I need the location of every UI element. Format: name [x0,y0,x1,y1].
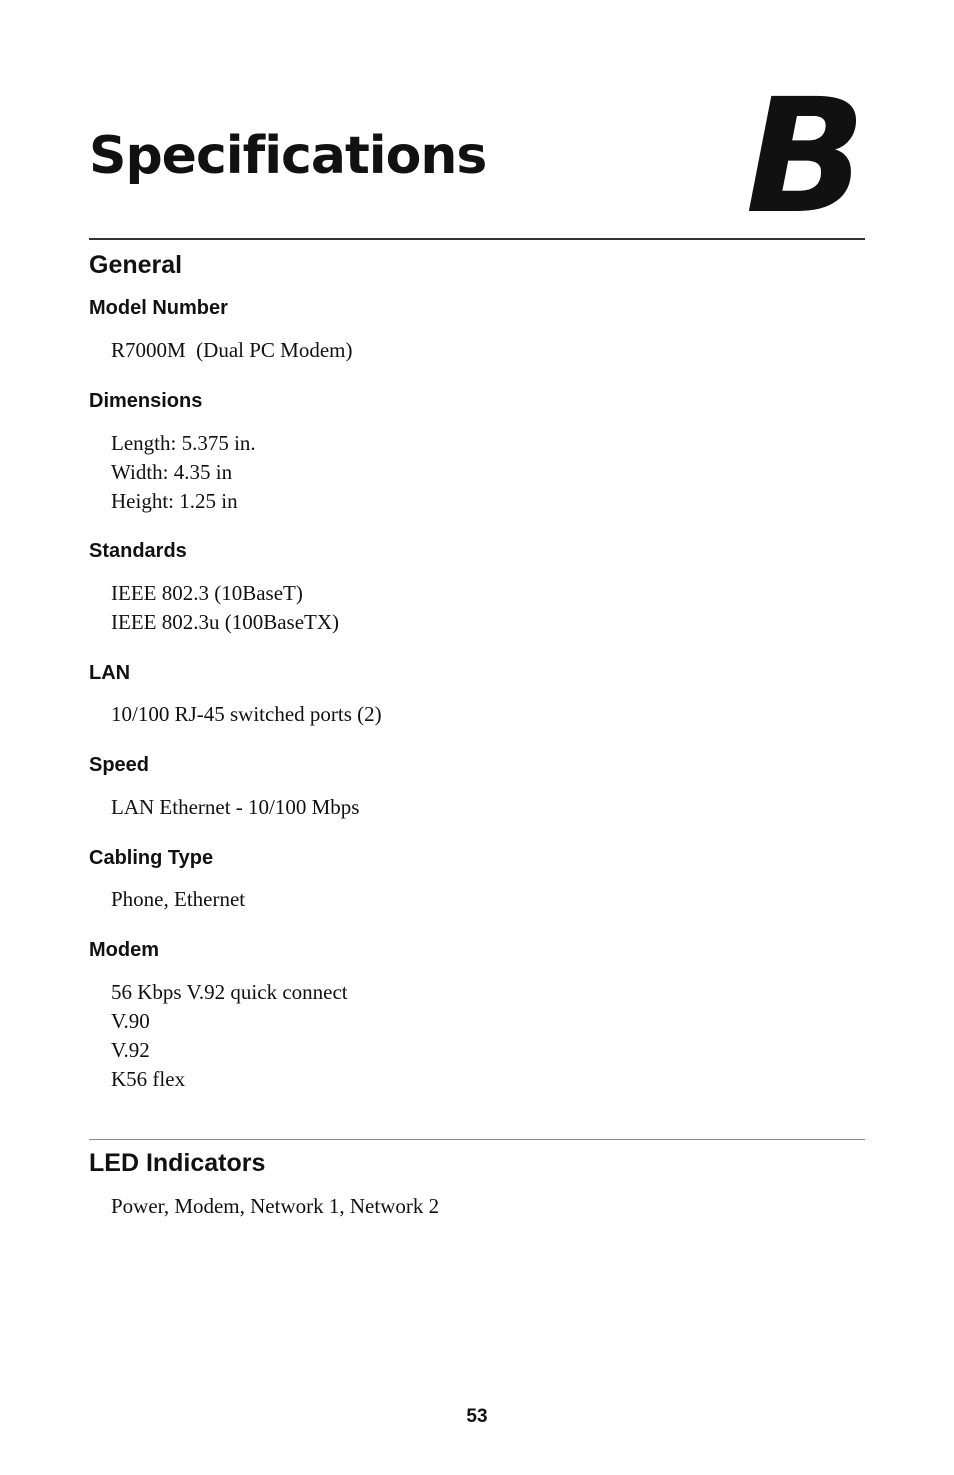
standards-line: IEEE 802.3 (10BaseT) [111,581,303,605]
section-divider [89,1139,865,1140]
model-number-value [111,336,353,365]
modem-line: V.92 [111,1038,150,1062]
standards-list [111,579,339,637]
chapter-letter: B [745,65,862,249]
subheading-standards: Standards [89,540,187,562]
cabling-type-value [111,885,245,914]
page-number: 53 [466,1406,488,1427]
section-heading-general: General [89,251,183,279]
subheading-modem: Modem [89,939,159,961]
modem-line: V.90 [111,1009,150,1033]
subheading-lan: LAN [89,662,131,684]
dimensions-height: Height: 1.25 in [111,489,238,513]
cabling-type-line: Phone, Ethernet [111,887,246,911]
standards-line: IEEE 802.3u (100BaseTX) [111,610,340,634]
led-indicators-line: Power, Modem, Network 1, Network 2 [111,1194,440,1218]
subheading-speed: Speed [89,754,150,776]
dimensions-list [111,429,256,516]
subheading-model-number: Model Number [89,297,228,319]
lan-value [111,700,382,729]
title-divider [89,238,865,240]
modem-list [111,978,348,1094]
lan-line: 10/100 RJ-45 switched ports (2) [111,702,382,726]
page-title: Specifications [89,126,487,186]
dimensions-width: Width: 4.35 in [111,460,233,484]
modem-line: 56 Kbps V.92 quick connect [111,980,348,1004]
speed-line: LAN Ethernet - 10/100 Mbps [111,795,360,819]
modem-line: K56 flex [111,1067,186,1091]
subheading-cabling-type: Cabling Type [89,847,214,869]
speed-value [111,793,359,822]
subheading-dimensions: Dimensions [89,390,203,412]
model-number-line: R7000M (Dual PC Modem) [111,338,353,362]
section-heading-led-indicators: LED Indicators [89,1149,266,1177]
dimensions-length: Length: 5.375 in. [111,431,256,455]
led-indicators-value [111,1192,439,1221]
